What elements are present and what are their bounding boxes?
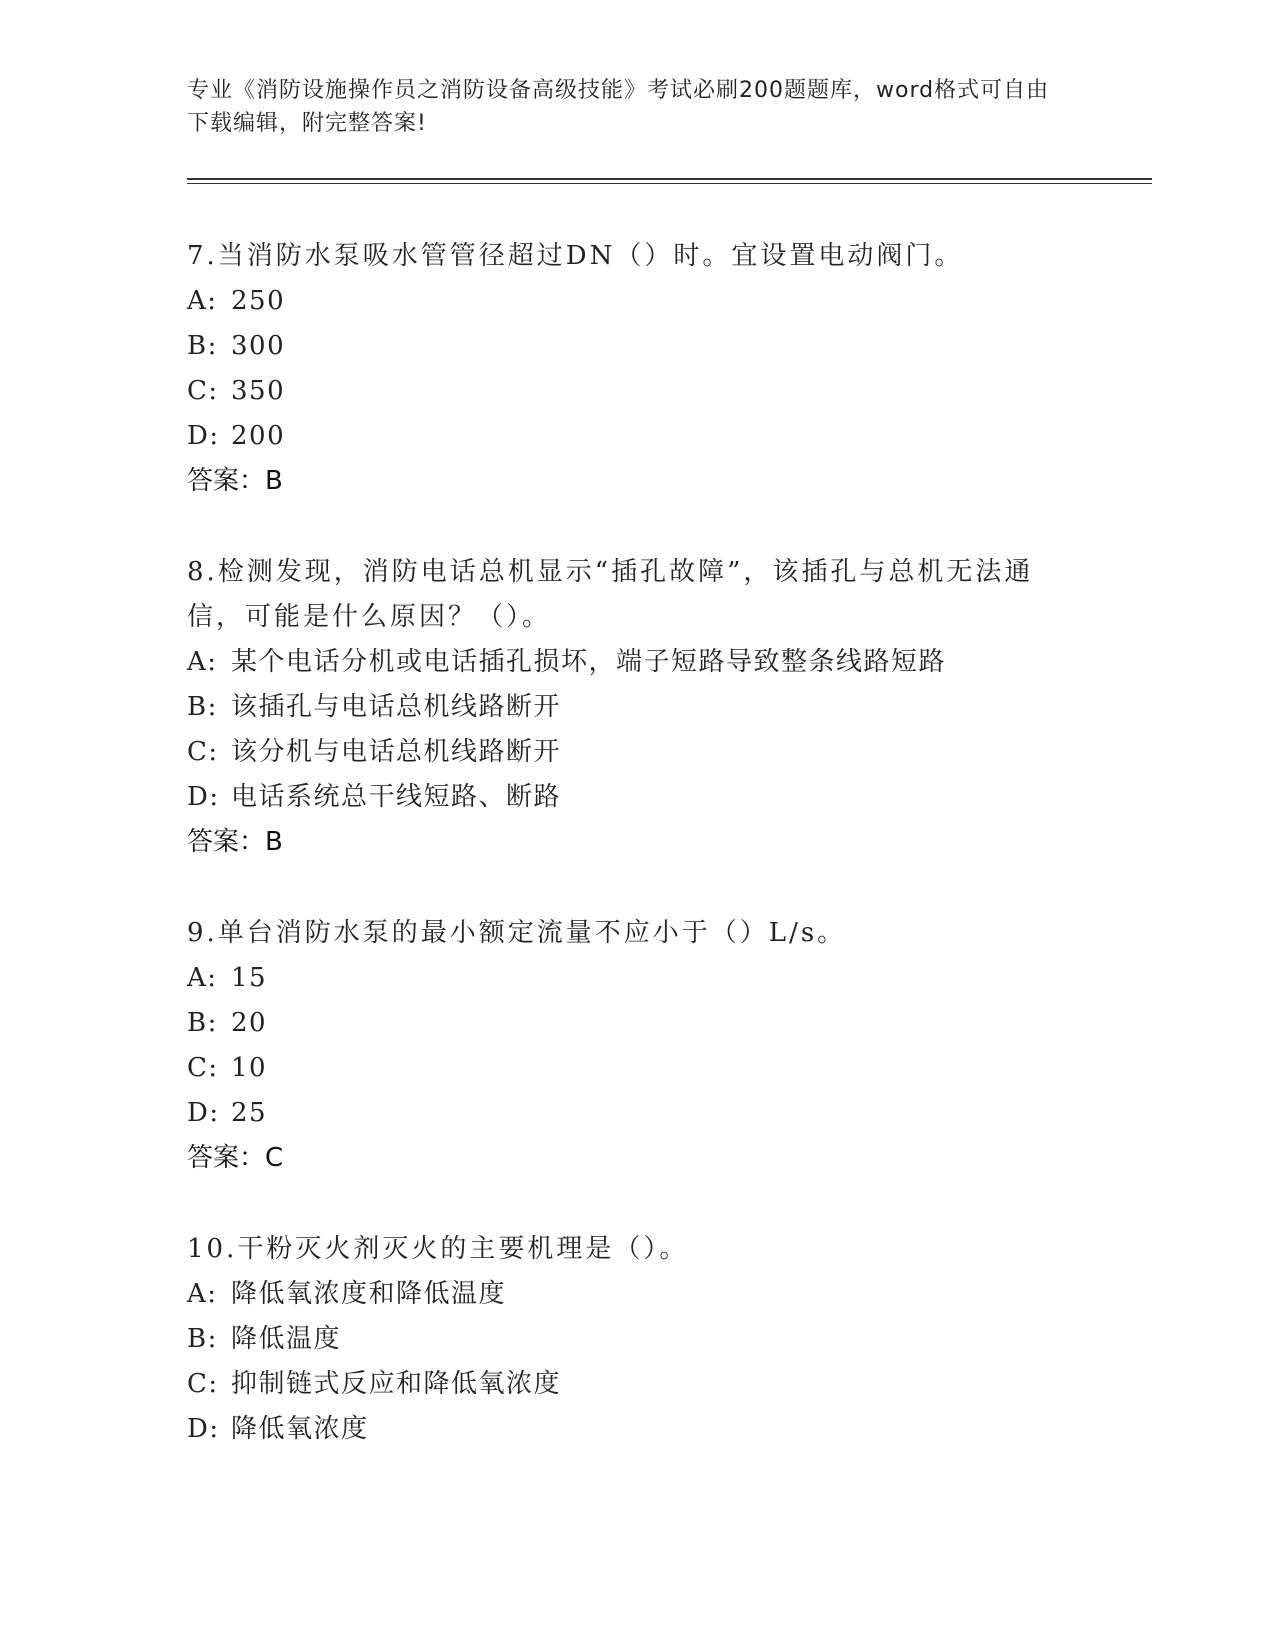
option-letter: B: (187, 1324, 218, 1354)
option-letter: A: (187, 1279, 218, 1309)
option-letter: D: (187, 1098, 220, 1128)
option-text: 300 (231, 331, 286, 361)
option-text: 20 (231, 1008, 268, 1038)
option-letter: B: (187, 1008, 218, 1038)
document-header: 专业《消防设施操作员之消防设备高级技能》考试必刷200题题库，word格式可自由下载编辑，附完整答案! (187, 78, 1050, 136)
question-stem: 9.单台消防水泵的最小额定流量不应小于（）L/s。 (187, 918, 847, 948)
option-letter: C: (187, 1369, 219, 1399)
question-7 (187, 234, 1087, 504)
option-b (187, 324, 1087, 369)
option-c (187, 369, 1087, 414)
option-text: 10 (231, 1053, 268, 1083)
option-letter: C: (187, 376, 219, 406)
option-b (187, 685, 1087, 730)
question-stem: 8.检测发现，消防电话总机显示“插孔故障”，该插孔与总机无法通信，可能是什么原因？（）。 (187, 557, 1034, 632)
answer-line: 答案：C (187, 1143, 284, 1173)
option-b (187, 1001, 1087, 1046)
option-a (187, 640, 1087, 685)
option-c (187, 730, 1087, 775)
option-letter: A: (187, 286, 218, 316)
option-text: 200 (231, 421, 286, 451)
question-8 (187, 550, 1087, 865)
option-letter: C: (187, 1053, 219, 1083)
option-letter: D: (187, 421, 220, 451)
option-text: 该插孔与电话总机线路断开 (231, 692, 562, 722)
option-d (187, 414, 1087, 459)
option-text: 抑制链式反应和降低氧浓度 (231, 1369, 562, 1399)
option-text: 某个电话分机或电话插孔损坏，端子短路导致整条线路短路 (231, 647, 947, 677)
option-text: 25 (231, 1098, 268, 1128)
option-text: 15 (231, 963, 268, 993)
option-a (187, 1272, 1087, 1317)
option-c (187, 1046, 1087, 1091)
option-text: 降低氧浓度和降低温度 (231, 1279, 507, 1309)
question-stem: 10.干粉灭火剂灭火的主要机理是（）。 (187, 1234, 689, 1264)
answer-line: 答案：B (187, 466, 283, 496)
option-letter: D: (187, 1414, 220, 1444)
option-letter: A: (187, 963, 218, 993)
header-divider (187, 178, 1152, 184)
question-stem: 7.当消防水泵吸水管管径超过DN（）时。宜设置电动阀门。 (187, 241, 964, 271)
question-list (187, 234, 1087, 1498)
question-10 (187, 1227, 1087, 1452)
question-9 (187, 911, 1087, 1181)
option-b (187, 1317, 1087, 1362)
option-letter: C: (187, 737, 219, 767)
option-d (187, 1091, 1087, 1136)
option-letter: D: (187, 782, 220, 812)
option-text: 350 (231, 376, 286, 406)
option-a (187, 956, 1087, 1001)
option-text: 250 (231, 286, 286, 316)
option-letter: A: (187, 647, 218, 677)
option-text: 降低温度 (231, 1324, 342, 1354)
option-letter: B: (187, 331, 218, 361)
option-c (187, 1362, 1087, 1407)
option-letter: B: (187, 692, 218, 722)
option-a (187, 279, 1087, 324)
option-text: 电话系统总干线短路、断路 (231, 782, 562, 812)
answer-line: 答案：B (187, 827, 283, 857)
option-text: 该分机与电话总机线路断开 (231, 737, 562, 767)
option-text: 降低氧浓度 (231, 1414, 369, 1444)
option-d (187, 1407, 1087, 1452)
option-d (187, 775, 1087, 820)
